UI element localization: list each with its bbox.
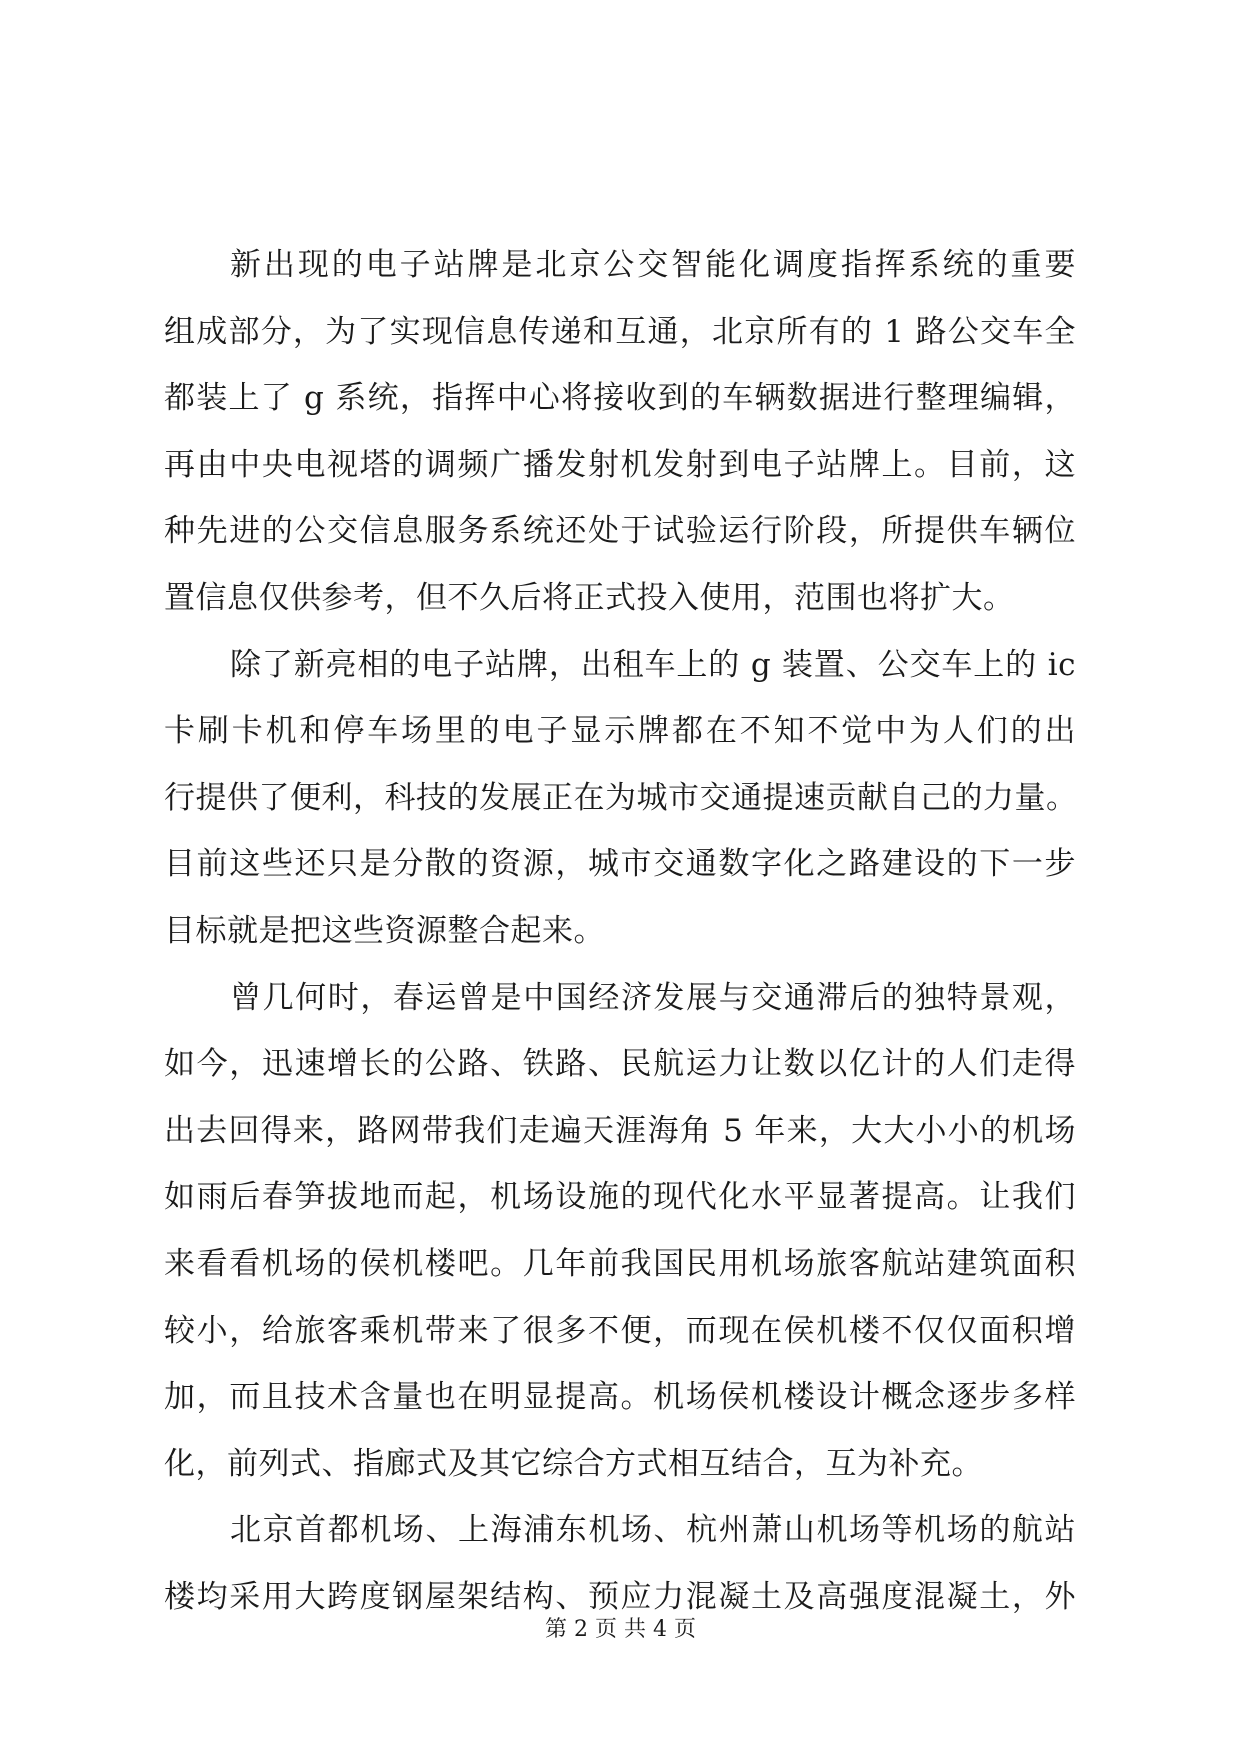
text-line: 来看看机场的侯机楼吧。几年前我国民用机场旅客航站建筑面积 [164,1245,1076,1282]
text-line: 如雨后春笋拔地而起，机场设施的现代化水平显著提高。让我们 [164,1179,1076,1216]
document-body [164,232,1076,1630]
text-line: 化，前列式、指廊式及其它综合方式相互结合，互为补充。 [164,1445,983,1482]
text-line: 卡刷卡机和停车场里的电子显示牌都在不知不觉中为人们的出 [164,713,1076,750]
text-line: 新出现的电子站牌是北京公交智能化调度指挥系统的重要 [230,247,1076,283]
text-line: 楼均采用大跨度钢屋架结构、预应力混凝土及高强度混凝土，外 [164,1578,1076,1615]
paragraph-4 [164,1497,1076,1630]
text-line: 组成部分，为了实现信息传递和互通，北京所有的 1 路公交车全 [164,313,1076,350]
text-line: 除了新亮相的电子站牌，出租车上的 g 装置、公交车上的 ic [230,646,1076,683]
page-footer: 第 2 页 共 4 页 [545,1617,696,1642]
text-line: 如今，迅速增长的公路、铁路、民航运力让数以亿计的人们走得 [164,1046,1076,1083]
paragraph-1 [164,232,1076,632]
text-line: 目标就是把这些资源整合起来。 [164,912,605,949]
text-line: 都装上了 g 系统，指挥中心将接收到的车辆数据进行整理编辑， [164,380,1076,417]
text-line: 行提供了便利，科技的发展正在为城市交通提速贡献自己的力量。 [164,779,1078,816]
text-line: 置信息仅供参考，但不久后将正式投入使用，范围也将扩大。 [164,579,1015,616]
text-line: 再由中央电视塔的调频广播发射机发射到电子站牌上。目前，这 [164,446,1076,483]
text-line: 目前这些还只是分散的资源，城市交通数字化之路建设的下一步 [164,846,1076,883]
text-line: 曾几何时，春运曾是中国经济发展与交通滞后的独特景观， [230,979,1076,1016]
text-line: 北京首都机场、上海浦东机场、杭州萧山机场等机场的航站 [230,1512,1076,1549]
text-line: 较小，给旅客乘机带来了很多不便，而现在侯机楼不仅仅面积增 [164,1312,1076,1349]
paragraph-3 [164,965,1076,1498]
paragraph-2 [164,632,1076,965]
text-line: 出去回得来，路网带我们走遍天涯海角 5 年来，大大小小的机场 [164,1112,1076,1149]
text-line: 种先进的公交信息服务系统还处于试验运行阶段，所提供车辆位 [164,513,1076,550]
text-line: 加，而且技术含量也在明显提高。机场侯机楼设计概念逐步多样 [164,1379,1076,1416]
